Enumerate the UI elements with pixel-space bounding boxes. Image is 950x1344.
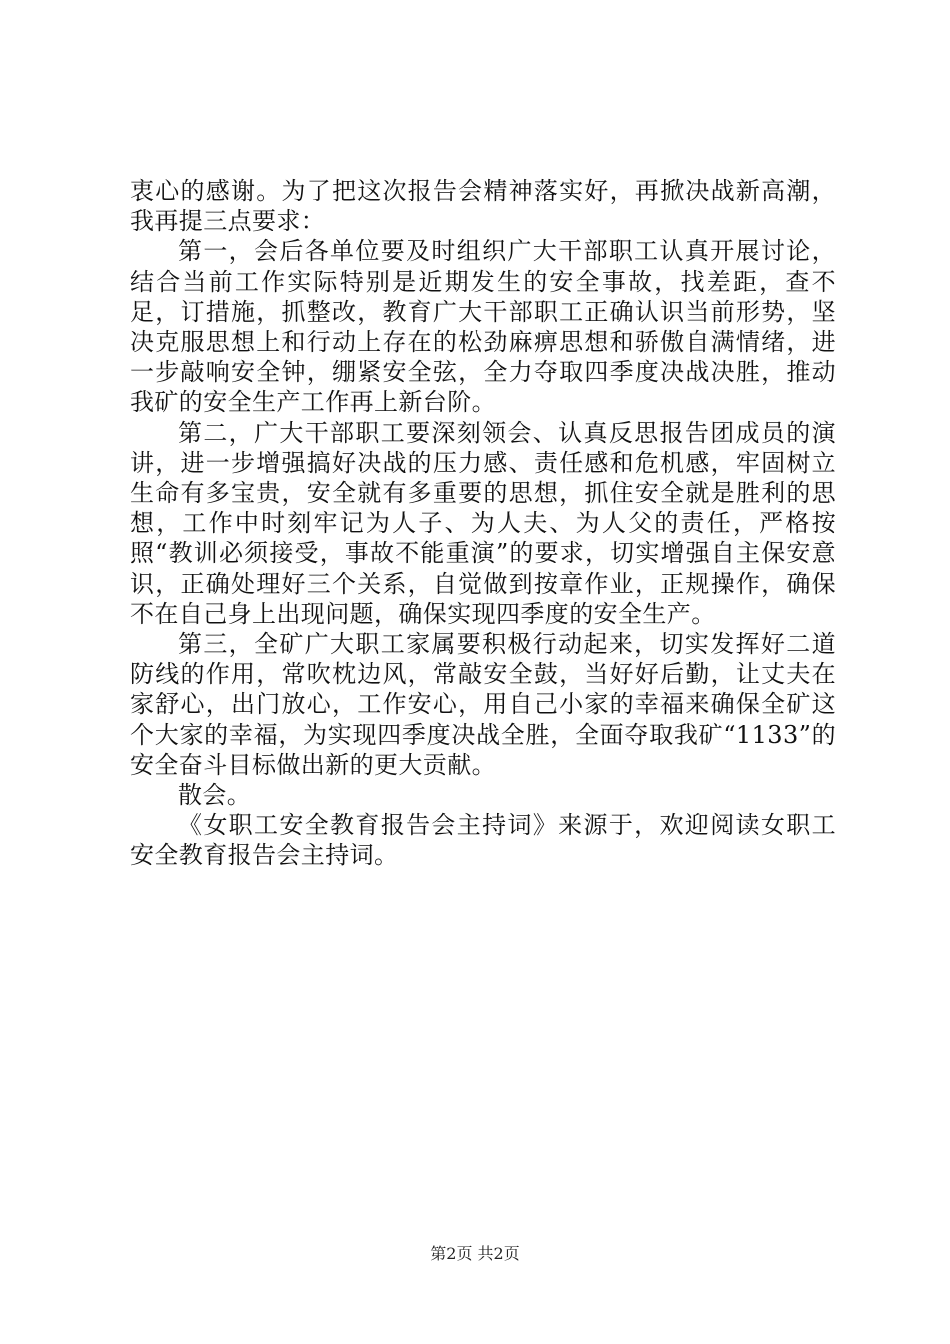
paragraph-requirement-three: 第三，全矿广大职工家属要积极行动起来，切实发挥好二道防线的作用，常吹枕边风，常敲安全鼓，当好好后勤，让丈夫在家舒心，出门放心，工作安心，用自己小家的幸福来确保全矿这个大家的幸福，为实现四季度决战全胜，全面夺取我矿“1133”的安全奋斗目标做出新的更大贡献。 — [130, 630, 836, 779]
page-number-footer: 第2页 共2页 — [430, 1244, 520, 1263]
paragraph-source-note: 《女职工安全教育报告会主持词》来源于，欢迎阅读女职工安全教育报告会主持词。 — [130, 811, 836, 870]
paragraph-requirement-two: 第二，广大干部职工要深刻领会、认真反思报告团成员的演讲，进一步增强搞好决战的压力感、责任感和危机感，牢固树立生命有多宝贵，安全就有多重要的思想，抓住安全就是胜利的思想，工作中时刻牢记为人子、为人夫、为人父的责任，严格按照“教训必须接受，事故不能重演”的要求，切实增强自主保安意识，正确处理好三个关系，自觉做到按章作业，正规操作，确保不在自己身上出现问题，确保实现四季度的安全生产。 — [130, 418, 836, 628]
document-body — [130, 176, 836, 871]
paragraph-closing-thanks: 衷心的感谢。为了把这次报告会精神落实好，再掀决战新高潮，我再提三点要求： — [130, 177, 836, 236]
paragraph-adjourn: 散会。 — [178, 781, 252, 810]
paragraph-requirement-one: 第一，会后各单位要及时组织广大干部职工认真开展讨论，结合当前工作实际特别是近期发生的安全事故，找差距，查不足，订措施，抓整改，教育广大干部职工正确认识当前形势，坚决克服思想上和行动上存在的松劲麻痹思想和骄傲自满情绪，进一步敲响安全钟，绷紧安全弦，全力夺取四季度决战决胜，推动我矿的安全生产工作再上新台阶。 — [130, 237, 836, 417]
